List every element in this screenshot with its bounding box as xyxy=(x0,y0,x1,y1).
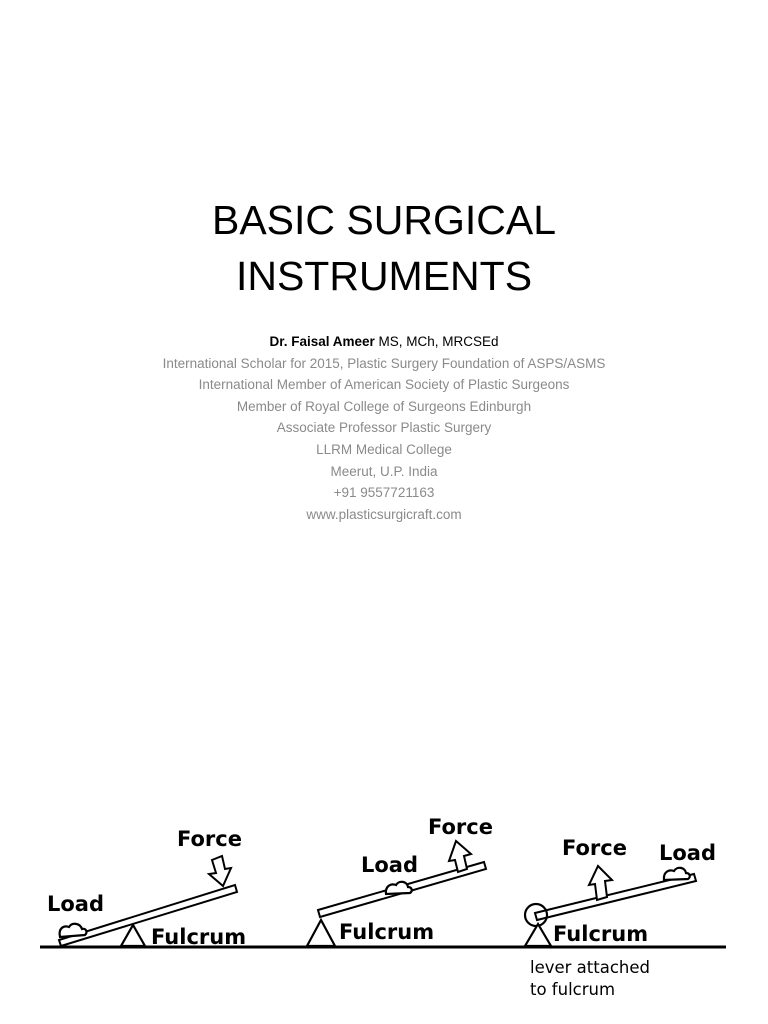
author-block xyxy=(0,331,768,525)
lever-1-load-rock xyxy=(60,924,87,937)
lever-1-force-label: Force xyxy=(177,827,242,851)
credential-rcs-member: Member of Royal College of Surgeons Edinburgh xyxy=(236,398,532,414)
credential-asps-member: International Member of American Society of Plastic Surgeons xyxy=(198,377,570,393)
credential-phone: +91 9557721163 xyxy=(333,485,435,501)
lever-1 xyxy=(47,827,246,949)
lever-3-bar xyxy=(535,874,696,920)
author-degrees: MS, MCh, MRCSEd xyxy=(374,334,499,349)
lever-2-fulcrum-label: Fulcrum xyxy=(339,920,435,944)
lever-3-force-label: Force xyxy=(562,836,627,860)
lever-3-load-label: Load xyxy=(659,841,717,865)
lever-2-fulcrum xyxy=(307,920,335,946)
credential-location: Meerut, U.P. India xyxy=(330,463,438,479)
lever-1-fulcrum-label: Fulcrum xyxy=(151,925,247,949)
credential-scholar: International Scholar for 2015, Plastic Surgery Foundation of ASPS/ASMS xyxy=(162,355,606,371)
lever-3 xyxy=(525,836,716,999)
lever-1-fulcrum xyxy=(121,925,145,946)
title-line-1: BASIC SURGICAL xyxy=(211,197,557,243)
lever-1-force-arrow-down xyxy=(209,856,231,886)
credential-position: Associate Professor Plastic Surgery xyxy=(276,420,492,436)
title-line-2: INSTRUMENTS xyxy=(235,253,533,299)
document-title xyxy=(0,192,768,304)
credential-college: LLRM Medical College xyxy=(316,441,452,457)
lever-classes-diagram xyxy=(0,800,768,1024)
lever-3-note-line-1: lever attached xyxy=(530,958,650,977)
lever-2 xyxy=(307,815,493,946)
credential-website: www.plasticsurgicraft.com xyxy=(306,506,462,522)
lever-1-load-label: Load xyxy=(47,892,105,916)
lever-3-fulcrum-label: Fulcrum xyxy=(553,922,649,946)
lever-3-load-rock xyxy=(664,868,690,880)
author-line xyxy=(0,331,768,353)
lever-2-force-label: Force xyxy=(428,815,493,839)
author-name: Dr. Faisal Ameer xyxy=(269,334,375,349)
lever-2-load-rock xyxy=(386,882,412,894)
lever-2-load-label: Load xyxy=(361,853,419,877)
lever-3-note-line-2: to fulcrum xyxy=(530,980,616,999)
lever-3-fulcrum xyxy=(525,924,551,946)
